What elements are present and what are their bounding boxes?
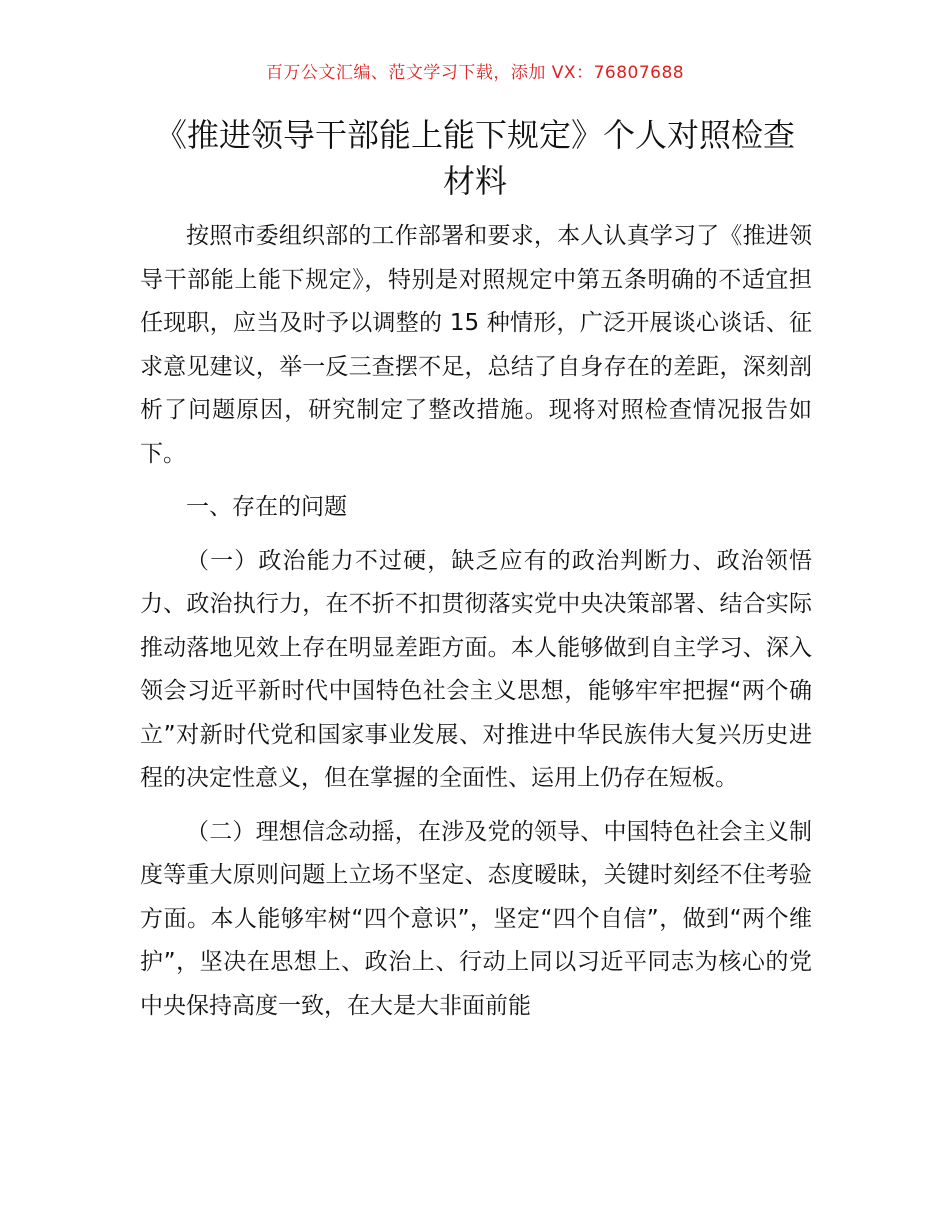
document-title: 《推进领导干部能上能下规定》个人对照检查材料: [154, 116, 795, 200]
section-heading-problems: 一、存在的问题: [186, 494, 347, 520]
document-body: [140, 215, 812, 1038]
intro-paragraph: 按照市委组织部的工作部署和要求，本人认真学习了《推进领导干部能上能下规定》，特别是对照规定中第五条明确的不适宜担任现职，应当及时予以调整的 15 种情形，广泛开展谈心谈话、征求意见建议，举一反三查摆不足，总结了自身存在的差距，深刻剖析了问题原因，研究制定了整改措施。现将对照检查情况报告如下。: [140, 223, 812, 467]
header-watermark-note: 百万公文汇编、范文学习下载，添加 VX：76807688: [265, 63, 685, 83]
problem-item-1: （一）政治能力不过硬，缺乏应有的政治判断力、政治领悟力、政治执行力，在不折不扣贯彻落实党中央决策部署、结合实际推动落地见效上存在明显差距方面。本人能够做到自主学习、深入领会习近平新时代中国特色社会主义思想，能够牢牢把握“两个确立”对新时代党和国家事业发展、对推进中华民族伟大复兴历史进程的决定性意义，但在掌握的全面性、运用上仍存在短板。: [140, 547, 812, 791]
problem-item-2: （二）理想信念动摇，在涉及党的领导、中国特色社会主义制度等重大原则问题上立场不坚定、态度暧昧，关键时刻经不住考验方面。本人能够牢树“四个意识”，坚定“四个自信”，做到“两个维护”，坚决在思想上、政治上、行动上同以习近平同志为核心的党中央保持高度一致，在大是大非面前能: [140, 818, 812, 1019]
